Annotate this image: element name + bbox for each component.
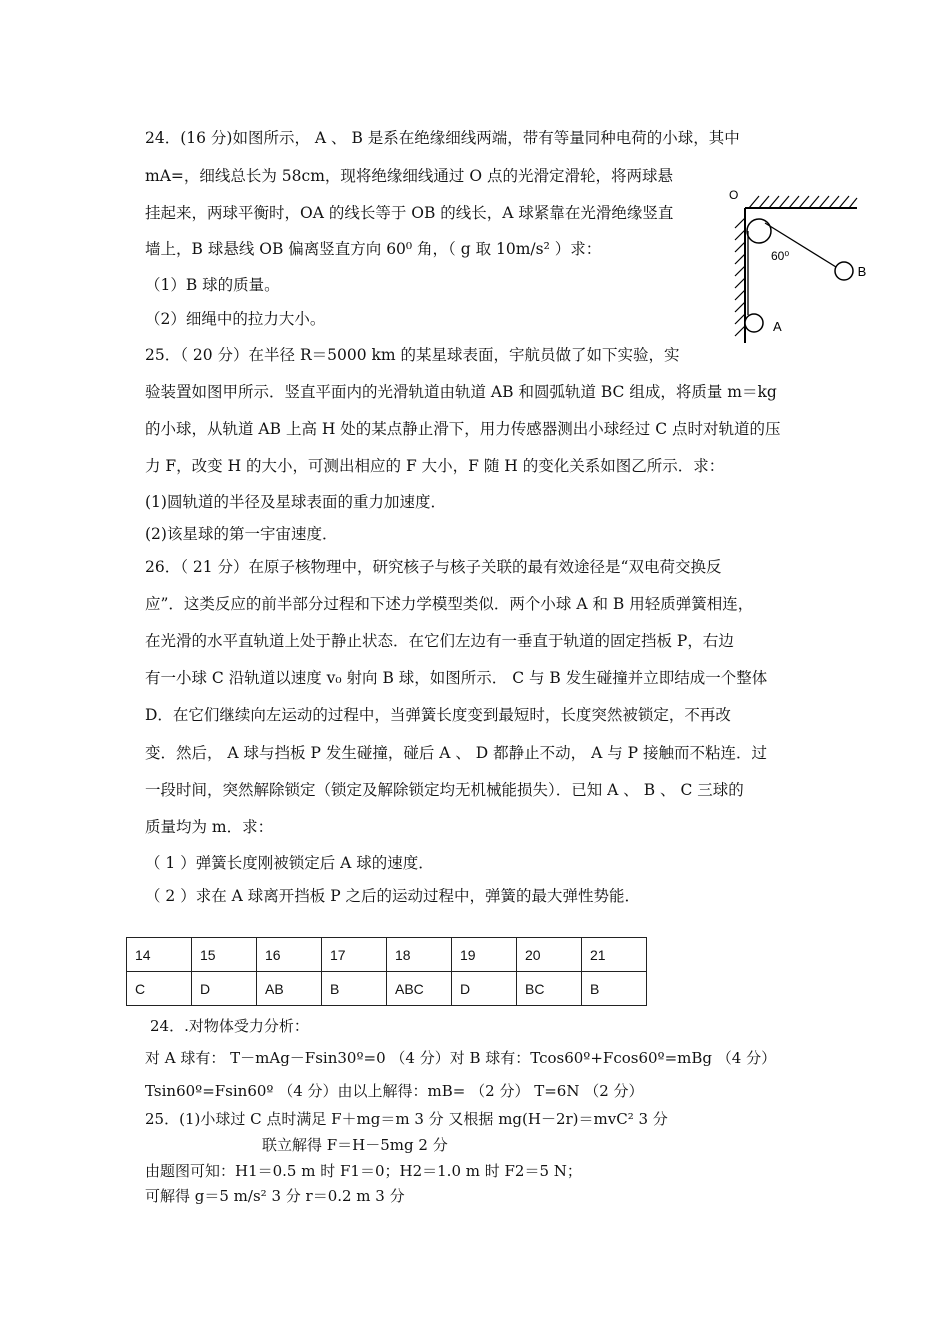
q26-line-8: 质量均为 m．求：: [145, 818, 274, 836]
answer-table: [126, 937, 647, 1006]
q26-line-4: 有一小球 C 沿轨道以速度 v₀ 射向 B 球，如图所示． C 与 B 发生碰撞并立即结成一个整体: [145, 669, 768, 687]
answer-cell: D: [192, 972, 257, 1006]
answer-cell: B: [582, 972, 647, 1006]
q26-line-10: （ 2 ）求在 A 球离开挡板 P 之后的运动过程中，弹簧的最大弹性势能．: [145, 887, 641, 905]
q25-line-1: 25．（ 20 分）在半径 R＝5000 km 的某星球表面，宇航员做了如下实验，实: [145, 346, 680, 364]
question-number: 17: [322, 938, 387, 972]
answer-cell: B: [322, 972, 387, 1006]
q26-line-6: 变．然后， A 球与挡板 P 发生碰撞，碰后 A 、 D 都静止不动， A 与 P 接触而不粘连．过: [145, 744, 767, 762]
q25-line-6: (2)该星球的第一宇宙速度．: [145, 525, 338, 543]
label-o: O: [729, 188, 739, 202]
answer-cell: BC: [517, 972, 582, 1006]
answer-cell: D: [452, 972, 517, 1006]
q24-line-4: 墙上，B 球悬线 OB 偏离竖直方向 60⁰ 角，（ g 取 10m/s² ）求：: [145, 240, 602, 258]
q26-line-5: D．在它们继续向左运动的过程中，当弹簧长度变到最短时，长度突然被锁定，不再改: [145, 706, 731, 724]
q24-line-2: mA=，细线总长为 58cm，现将绝缘细线通过 O 点的光滑定滑轮，将两球悬: [145, 167, 673, 185]
q24-line-1: 24．(16 分)如图所示， A 、 B 是系在绝缘细线两端，带有等量同种电荷的小球，其中: [145, 129, 740, 147]
question-number: 16: [257, 938, 322, 972]
q25-line-5: (1)圆轨道的半径及星球表面的重力加速度．: [145, 493, 446, 511]
q26-line-7: 一段时间，突然解除锁定（锁定及解除锁定均无机械能损失）．已知 A 、 B 、 C 三球的: [145, 781, 744, 799]
answer-table-number-row: [127, 938, 647, 972]
q24-line-5: （1）B 球的质量。: [145, 276, 280, 294]
question-number: 19: [452, 938, 517, 972]
ball-b: [835, 262, 853, 280]
ball-a: [745, 314, 763, 332]
solution-line-1: 24．.对物体受力分析：: [150, 1017, 309, 1035]
q26-line-9: （ 1 ）弹簧长度刚被锁定后 A 球的速度．: [145, 854, 434, 872]
answer-cell: AB: [257, 972, 322, 1006]
q24-figure: [729, 183, 867, 343]
angle-label: 60⁰: [771, 249, 790, 263]
solution-line-3: Tsin60º=Fsin60º （4 分）由以上解得：mB= （2 分） T=6N （2 分）: [145, 1082, 644, 1100]
q25-line-2: 验装置如图甲所示．竖直平面内的光滑轨道由轨道 AB 和圆弧轨道 BC 组成，将质量 m＝kg: [145, 383, 777, 401]
question-number: 20: [517, 938, 582, 972]
q24-line-3: 挂起来，两球平衡时，OA 的线长等于 OB 的线长，A 球紧靠在光滑绝缘竖直: [145, 204, 674, 222]
question-number: 18: [387, 938, 452, 972]
label-b: B: [857, 264, 867, 279]
solution-line-4: 25．(1)小球过 C 点时满足 F＋mg＝m 3 分 又根据 mg(H－2r)＝mvC² 3 分: [145, 1110, 668, 1128]
answer-table-answer-row: [127, 972, 647, 1006]
label-a: A: [773, 319, 782, 334]
question-number: 14: [127, 938, 192, 972]
question-number: 15: [192, 938, 257, 972]
solution-line-7: 可解得 g＝5 m/s² 3 分 r＝0.2 m 3 分: [145, 1187, 405, 1205]
q25-line-4: 力 F，改变 H 的大小，可测出相应的 F 大小，F 随 H 的变化关系如图乙所示．求：: [145, 457, 725, 475]
q25-line-3: 的小球，从轨道 AB 上高 H 处的某点静止滑下，用力传感器测出小球经过 C 点时对轨道的压: [145, 420, 781, 438]
answer-cell: ABC: [387, 972, 452, 1006]
pulley: [747, 219, 771, 243]
answer-cell: C: [127, 972, 192, 1006]
q26-line-3: 在光滑的水平直轨道上处于静止状态．在它们左边有一垂直于轨道的固定挡板 P，右边: [145, 632, 734, 650]
q26-line-2: 应”．这类反应的前半部分过程和下述力学模型类似．两个小球 A 和 B 用轻质弹簧相连，: [145, 595, 754, 613]
solution-line-6: 由题图可知：H1＝0.5 m 时 F1＝0；H2＝1.0 m 时 F2＝5 N；: [145, 1162, 582, 1180]
question-number: 21: [582, 938, 647, 972]
solution-line-2: 对 A 球有： T－mAg－Fsin30º=0 （4 分）对 B 球有：Tcos60º+Fcos60º=mBg （4 分）: [145, 1049, 777, 1067]
q24-line-6: （2）细绳中的拉力大小。: [145, 310, 326, 328]
q26-line-1: 26．（ 21 分）在原子核物理中，研究核子与核子关联的最有效途径是“双电荷交换反: [145, 558, 722, 576]
solution-line-5: 联立解得 F＝H－5mg 2 分: [262, 1136, 448, 1154]
